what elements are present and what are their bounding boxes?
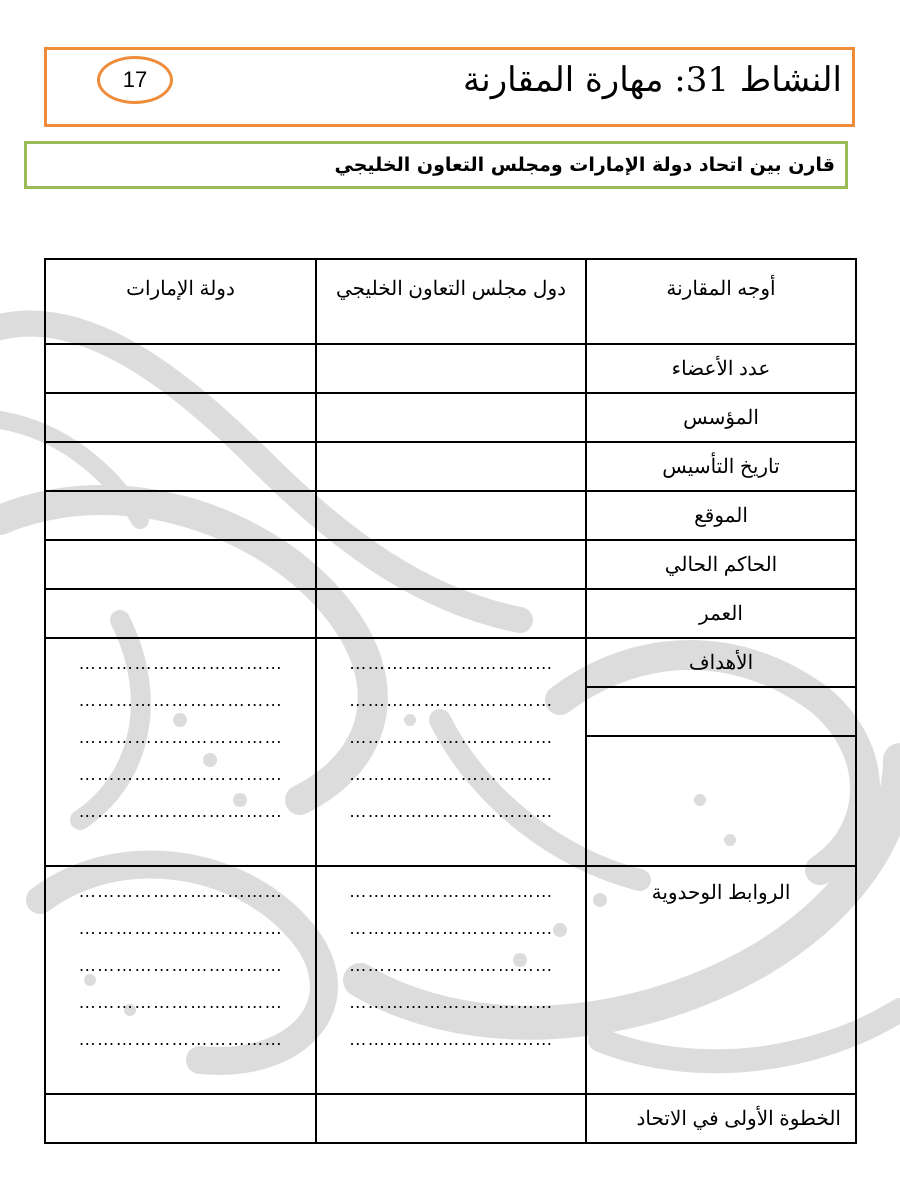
answer-cell-gcc[interactable]	[316, 589, 586, 638]
dotted-line: ……………………………	[348, 955, 554, 975]
table-header-row	[45, 259, 856, 344]
table-row	[45, 638, 856, 687]
goals-answer-uae[interactable]	[45, 638, 316, 866]
dotted-line: ……………………………	[78, 727, 283, 747]
row-label-ties: الروابط الوحدوية	[586, 866, 856, 1094]
row-label-ruler: الحاكم الحالي	[586, 540, 856, 589]
answer-cell-uae[interactable]	[45, 589, 316, 638]
table-row	[45, 442, 856, 491]
comparison-table	[44, 258, 857, 1144]
instruction-box	[24, 141, 848, 189]
dotted-line: ……………………………	[348, 992, 554, 1012]
row-label-location: الموقع	[586, 491, 856, 540]
page-number: 17	[97, 56, 173, 104]
answer-cell-uae[interactable]	[45, 442, 316, 491]
goals-extra-cell	[586, 687, 856, 736]
dotted-line: ……………………………	[78, 881, 283, 901]
answer-cell-uae[interactable]	[45, 344, 316, 393]
dotted-line: ……………………………	[78, 653, 283, 673]
dotted-line: ……………………………	[348, 881, 554, 901]
header-uae: دولة الإمارات	[45, 259, 316, 344]
row-label-members: عدد الأعضاء	[586, 344, 856, 393]
table-row	[45, 589, 856, 638]
dotted-line: ……………………………	[348, 764, 554, 784]
header-box	[44, 47, 855, 127]
activity-title: النشاط 31: مهارة المقارنة	[463, 60, 842, 100]
answer-cell-uae[interactable]	[45, 1094, 316, 1143]
row-label-founding-date: تاريخ التأسيس	[586, 442, 856, 491]
dotted-line: ……………………………	[78, 801, 283, 821]
dotted-line: ……………………………	[348, 918, 554, 938]
table-row	[45, 491, 856, 540]
ties-answer-gcc[interactable]	[316, 866, 586, 1094]
table-row	[45, 344, 856, 393]
row-label-age: العمر	[586, 589, 856, 638]
dotted-line: ……………………………	[78, 764, 283, 784]
goals-answer-gcc[interactable]	[316, 638, 586, 866]
ties-answer-uae[interactable]	[45, 866, 316, 1094]
table-row	[45, 393, 856, 442]
answer-cell-gcc[interactable]	[316, 491, 586, 540]
dotted-line: ……………………………	[78, 992, 283, 1012]
table-row	[45, 1094, 856, 1143]
table-row	[45, 866, 856, 1094]
answer-cell-gcc[interactable]	[316, 344, 586, 393]
goals-extra-cell	[586, 736, 856, 866]
row-label-founder: المؤسس	[586, 393, 856, 442]
dotted-line: ……………………………	[78, 690, 283, 710]
answer-cell-gcc[interactable]	[316, 1094, 586, 1143]
answer-cell-gcc[interactable]	[316, 393, 586, 442]
row-label-goals: الأهداف	[586, 638, 856, 687]
instruction-text: قارن بين اتحاد دولة الإمارات ومجلس التعاون الخليجي	[334, 154, 835, 176]
dotted-line: ……………………………	[348, 727, 554, 747]
dotted-line: ……………………………	[78, 918, 283, 938]
answer-cell-gcc[interactable]	[316, 540, 586, 589]
dotted-line: ……………………………	[348, 690, 554, 710]
table-row	[45, 540, 856, 589]
header-gcc: دول مجلس التعاون الخليجي	[316, 259, 586, 344]
answer-cell-uae[interactable]	[45, 491, 316, 540]
dotted-line: ……………………………	[348, 1029, 554, 1049]
row-label-first-step: الخطوة الأولى في الاتحاد	[586, 1094, 856, 1143]
answer-cell-gcc[interactable]	[316, 442, 586, 491]
dotted-line: ……………………………	[348, 801, 554, 821]
answer-cell-uae[interactable]	[45, 393, 316, 442]
dotted-line: ……………………………	[78, 1029, 283, 1049]
answer-cell-uae[interactable]	[45, 540, 316, 589]
header-aspects: أوجه المقارنة	[586, 259, 856, 344]
dotted-line: ……………………………	[348, 653, 554, 673]
dotted-line: ……………………………	[78, 955, 283, 975]
